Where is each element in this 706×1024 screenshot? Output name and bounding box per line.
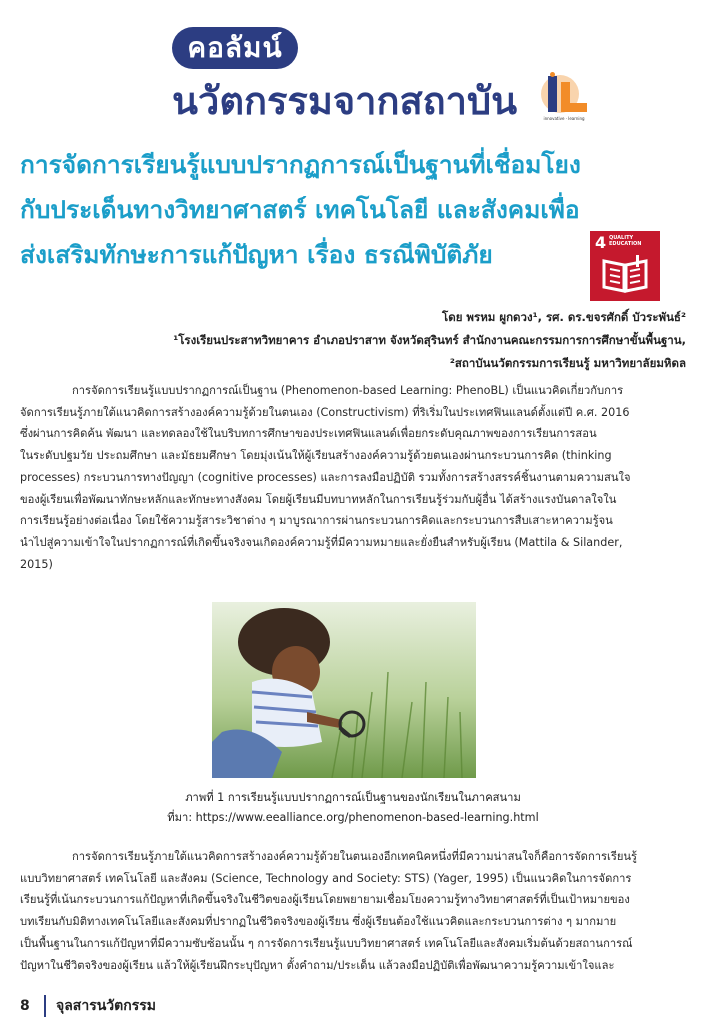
affiliation-2: ²สถาบันนวัตกรรมการเรียนรู้ มหาวิทยาลัยมหิดล	[449, 356, 686, 370]
text-line: การเรียนรู้อย่างต่อเนื่อง โดยใช้ความรู้สาระวิชาต่าง ๆ มาบูรณาการผ่านกระบวนการคิดและกระบวนการสืบเสาะหาความรู้จน	[20, 514, 613, 528]
column-badge: คอลัมน์	[172, 27, 298, 69]
logo-icon	[534, 72, 594, 116]
text-line: บทเรียนกับมิติทางเทคโนโลยีและสังคมที่ปรากฏในชีวิตจริงของผู้เรียน ซึ่งผู้เรียนต้องใช้แนวคิดและกระบวนการต่าง ๆ มากมาย	[20, 915, 617, 929]
figure-caption	[20, 788, 686, 828]
paragraph-2	[20, 846, 684, 976]
logo-tagline: innovative · learning	[543, 116, 585, 121]
sdg-label-line: EDUCATION	[609, 241, 642, 247]
page-number: 8	[20, 998, 30, 1014]
sdg-label-line: QUALITY	[609, 235, 634, 241]
text-line: processes) กระบวนการทางปัญญา (cognitive processes) และการลงมือปฏิบัติ รวมทั้งการสร้างสรรค์ชิ้นงานตามความสนใจ	[20, 470, 631, 484]
authors: โดย พรหม ผูกดวง¹, รศ. ดร.ขจรศักดิ์ บัวระพันธ์²	[442, 310, 686, 324]
journal-title: จุลสารนวัตกรรม	[56, 998, 156, 1014]
field-learning-photo	[212, 602, 476, 778]
affiliation-1: ¹โรงเรียนประสาทวิทยาคาร อำเภอปราสาท จังหวัดสุรินทร์ สำนักงานคณะกรรมการการศึกษาขั้นพื้นฐาน,	[173, 333, 686, 347]
sdg-number: 4	[595, 233, 607, 252]
text-line: ของผู้เรียนเพื่อพัฒนาทักษะหลักและทักษะทางสังคม โดยผู้เรียนมีบทบาทหลักในการเรียนรู้ร่วมกับผู้อื่น ได้สร้างแรงบันดาลใจใน	[20, 492, 617, 506]
photo-illustration	[212, 602, 476, 778]
text-line: จัดการเรียนรู้ภายใต้แนวคิดการสร้างองค์ความรู้ด้วยในตนเอง (Constructivism) ที่ริเริ่มในประเทศฟินแลนด์ตั้งแต่ปี ค.ศ. 2016	[20, 405, 630, 419]
sdg-quality-education-badge	[590, 231, 660, 301]
text-line: เป็นพื้นฐานในการแก้ปัญหาที่มีความซับซ้อนนั้น ๆ การจัดการเรียนรู้แบบวิทยาศาสตร์ เทคโนโลยีและสังคมเริ่มต้นด้วยสถานการณ์	[20, 936, 633, 950]
text-line: นำไปสู่ความเข้าใจในปรากฏการณ์ที่เกิดขึ้นจริงจนเกิดองค์ความรู้ที่มีความหมายและยั่งยืนสำหรับผู้เรียน (Mattila & Silander,	[20, 535, 623, 549]
footer-divider	[44, 995, 46, 1017]
text-line: การจัดการเรียนรู้ภายใต้แนวคิดการสร้างองค์ความรู้ด้วยในตนเองอีกเทคนิคหนึ่งที่มีความน่าสนใจก็คือการจัดการเรียนรู้	[72, 850, 638, 863]
caption-text: ภาพที่ 1 การเรียนรู้แบบปรากฏการณ์เป็นฐานของนักเรียนในภาคสนาม	[185, 791, 521, 804]
title-line: การจัดการเรียนรู้แบบปรากฏการณ์เป็นฐานที่เชื่อมโยง	[20, 150, 581, 179]
text-line: ปัญหาในชีวิตจริงของผู้เรียน แล้วให้ผู้เรียนฝึกระบุปัญหา ตั้งคำถาม/ประเด็น แล้วลงมือปฏิบัติเพื่อพัฒนาความรู้ความเข้าใจและ	[20, 958, 615, 972]
text-line: เรียนรู้ที่เน้นกระบวนการแก้ปัญหาที่เกิดขึ้นจริงในชีวิตของผู้เรียนโดยพยายามเชื่อมโยงความรู้ทางวิทยาศาสตร์ที่เป็นเป้าหมายของ	[20, 893, 630, 907]
caption-source: ที่มา: https://www.eealliance.org/phenomenon-based-learning.html	[167, 811, 539, 824]
text-line: ในระดับปฐมวัย ประถมศึกษา และมัธยมศึกษา โดยมุ่งเน้นให้ผู้เรียนสร้างองค์ความรู้ด้วยตนเองผ่านกระบวนการคิด (thinking	[20, 449, 612, 463]
institute-logo	[534, 72, 594, 128]
page-footer	[20, 994, 420, 1018]
paragraph-1	[20, 380, 684, 575]
title-line: ส่งเสริมทักษะการแก้ปัญหา เรื่อง ธรณีพิบัติภัย	[20, 240, 493, 269]
text-line: 2015)	[20, 557, 53, 571]
text-line: แบบวิทยาศาสตร์ เทคโนโลยี และสังคม (Science, Technology and Society: STS) (Yager, 1995) เป็นแนวคิดในการจัดการ	[20, 871, 632, 885]
text-line: ซึ่งผ่านการคิดค้น พัฒนา และทดลองใช้ในบริบทการศึกษาของประเทศฟินแลนด์เพื่อยกระดับคุณภาพของการเรียนการสอน	[20, 427, 597, 441]
article-title	[20, 142, 688, 277]
text-line: การจัดการเรียนรู้แบบปรากฏการณ์เป็นฐาน (Phenomenon-based Learning: PhenoBL) เป็นแนวคิดเกี่ยวกับการ	[72, 384, 624, 397]
title-line: กับประเด็นทางวิทยาศาสตร์ เทคโนโลยี และสังคมเพื่อ	[20, 195, 580, 224]
column-title: นวัตกรรมจากสถาบัน	[172, 79, 518, 123]
book-icon	[590, 231, 660, 301]
byline	[26, 306, 686, 375]
